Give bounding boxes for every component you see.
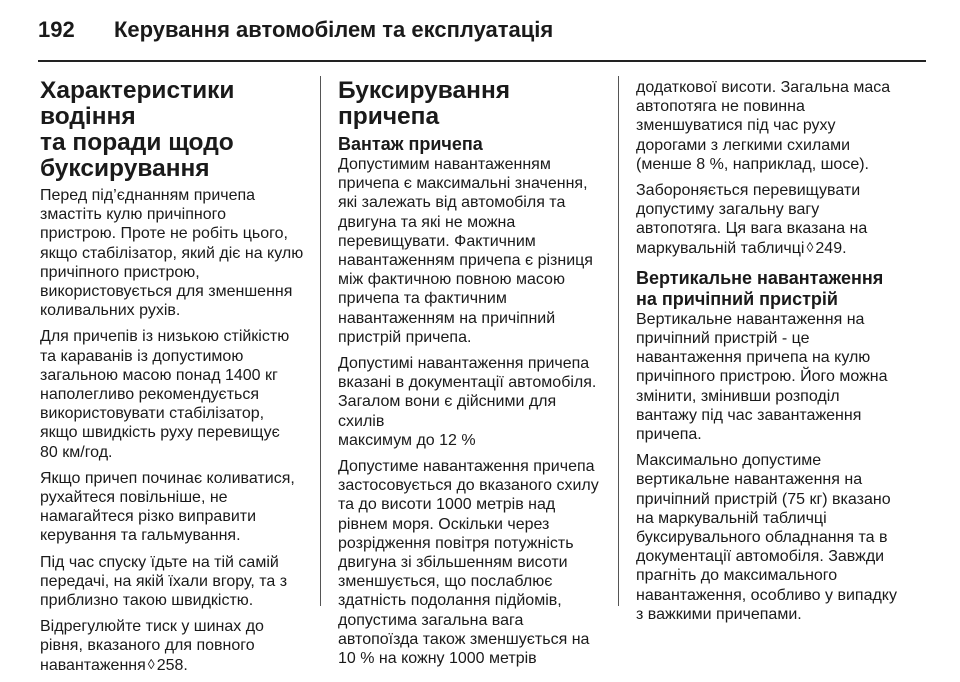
paragraph: Для причепів із низькою стійкістю та караванів із допустимою загальною масою понад 1400 кг наполегливо рекомендується використовувати стабілізатор, якщо швидкість руху перевищує 80 км/год. <box>40 328 290 461</box>
section-title-driving-tips: Характеристики водіння та поради щодо буксирування <box>40 77 235 182</box>
paragraph: Вертикальне навантаження на причіпний пристрій - це навантаження причепа на кулю причіпного пристрою. Його можна змінити, змінивши розподіл вантажу під час завантаження причепа. <box>636 310 888 444</box>
paragraph: Під час спуску їдьте на тій самій передачі, на якій їхали вгору, та з приблизно такою швидкістю. <box>40 553 288 610</box>
subsection-title-trailer-load: Вантаж причепа <box>338 134 483 154</box>
column-3 <box>636 78 904 631</box>
paragraph-with-reference <box>40 617 308 675</box>
paragraph-with-reference <box>636 181 904 258</box>
header-rule <box>38 60 926 62</box>
paragraph: Допустимим навантаженням причепа є максимальні значення, які залежать від автомобіля та двигуна та які не можна перевищувати. Фактичним навантаженням причепа є різниця між фактичною повною масою причепа та фактичним навантаженням на причіпний пристрій причепа. <box>338 156 593 346</box>
paragraph: Допустиме навантаження причепа застосовується до вказаного схилу та до висоти 1000 метрів над рівнем моря. Оскільки через розрідження повітря потужність двигуна зі збільшенням висоти зменшується, що послаблює здатність подолання підйомів, допустима загальна вага автопоїзда також зменшується на 10 % на кожну 1000 метрів <box>338 458 599 668</box>
running-title: Керування автомобілем та експлуатація <box>114 17 554 42</box>
page-header <box>38 10 928 50</box>
column-divider-1 <box>320 76 321 606</box>
right-chevron-icon[interactable]: ◊ <box>147 655 155 672</box>
column-1 <box>40 78 308 682</box>
subsection-title-vertical-load: Вертикальне навантаження на причіпний пристрій <box>636 267 884 309</box>
page-reference-link[interactable]: 258. <box>156 656 188 674</box>
column-2 <box>338 78 600 675</box>
column-divider-2 <box>618 76 619 606</box>
right-chevron-icon[interactable]: ◊ <box>806 238 814 255</box>
paragraph: Максимально допустиме вертикальне навантаження на причіпний пристрій (75 кг) вказано на маркувальній табличці буксирувального обладнання та в документації автомобіля. Завжди прагніть до максимального навантаження, особливо у випадку з важкими причепами. <box>636 452 897 623</box>
paragraph: додаткової висоти. Загальна маса автопотяга не повинна зменшуватися під час руху дорогами з легкими схилами (менше 8 %, наприклад, шосе). <box>636 79 891 173</box>
paragraph-text: Забороняється перевищувати допустиму загальну вагу автопотяга. Ця вага вказана на маркувальній табличці <box>636 182 868 257</box>
paragraph: Якщо причеп починає коливатися, рухайтеся повільніше, не намагайтеся різко виправити керування та гальмування. <box>40 469 295 545</box>
paragraph-text: Відрегулюйте тиск у шинах до рівня, вказаного для повного навантаження <box>40 618 264 674</box>
paragraph: Перед під’єднанням причепа змастіть кулю причіпного пристрою. Проте не робіть цього, якщо стабілізатор, який діє на кулю причіпного пристрою, використовується для зменшення коливальних рухів. <box>40 187 304 320</box>
page-number: 192 <box>38 17 75 42</box>
paragraph: Допустимі навантаження причепа вказані в документації автомобіля. Загалом вони є дійсними для схилів максимум до 12 % <box>338 355 597 449</box>
section-title-towing: Буксирування причепа <box>338 77 511 130</box>
page-reference-link[interactable]: 249. <box>815 239 847 257</box>
